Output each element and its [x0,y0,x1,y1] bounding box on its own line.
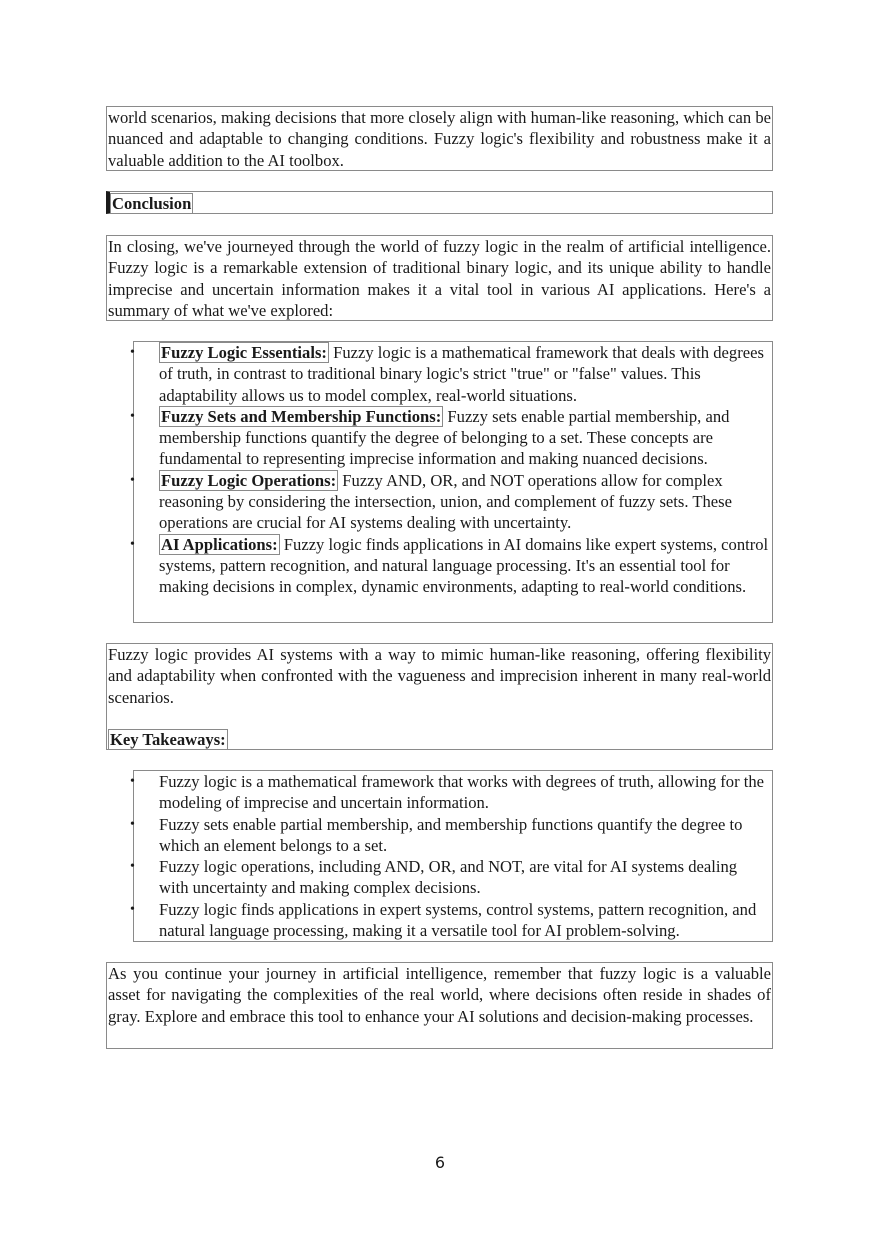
summary-term: Fuzzy Sets and Membership Functions: [161,406,442,426]
bullet-icon: • [130,901,135,917]
page-number: 6 [434,1153,446,1172]
summary-list [130,341,773,623]
bullet-icon: • [130,536,135,552]
bullet-icon: • [130,345,135,360]
summary-text: Fuzzy sets enable partial membership, and membership functions quantify the degree of belonging to a set. These concepts are fundamental to representing imprecise information and making nuanced decisions. [159,406,730,469]
bullet-icon: • [130,408,135,424]
list-item [130,856,772,899]
conclusion-heading-block [106,191,773,214]
list-item [130,771,772,814]
summary-term: Fuzzy Logic Essentials: [161,343,327,362]
key-takeaways-heading: Key Takeaways: [110,729,226,749]
summary-text: Fuzzy logic finds applications in AI domains like expert systems, control systems, pattern recognition, and natural language processing. It's an essential tool for making decisions in complex, dynamic environments, adapting to real-world conditions. [159,534,769,597]
summary-term: AI Applications: [161,534,278,554]
list-item [130,342,772,406]
list-item [130,470,772,534]
summary-term: Fuzzy Logic Operations: [161,470,337,490]
bullet-icon: • [130,472,135,488]
ai-paragraph-block [106,643,773,750]
list-item [130,534,772,598]
takeaway-text: Fuzzy logic finds applications in expert systems, control systems, pattern recognition, and natural language processing, making it a versatile tool for AI problem-solving. [159,899,757,941]
bullet-icon: • [130,774,135,789]
bullet-icon: • [130,816,135,832]
bullet-icon: • [130,859,135,875]
key-takeaways-list [130,770,773,942]
intro-continuation-paragraph: world scenarios, making decisions that more closely align with human-like reasoning, which can be nuanced and adaptable to changing conditions. Fuzzy logic's flexibility and robustness make it a valuable addition to the AI toolbox. [108,108,771,170]
summary-text: Fuzzy AND, OR, and NOT operations allow for complex reasoning by considering the intersection, union, and complement of fuzzy sets. These operations are crucial for AI systems dealing with uncertainty. [159,470,732,533]
list-item [130,814,772,857]
ai-paragraph: Fuzzy logic provides AI systems with a way to mimic human-like reasoning, offering flexibility and adaptability when confronted with the vagueness and imprecision inherent in many real-world scenarios. [108,645,771,707]
final-paragraph: As you continue your journey in artificial intelligence, remember that fuzzy logic is a valuable asset for navigating the complexities of the real world, where decisions often reside in shades of gray. Explore and embrace this tool to enhance your AI solutions and decision-making processes. [106,962,773,1049]
takeaway-text: Fuzzy sets enable partial membership, and membership functions quantify the degree to which an element belongs to a set. [159,814,743,855]
conclusion-opening-paragraph: In closing, we've journeyed through the world of fuzzy logic in the realm of artificial intelligence. Fuzzy logic is a remarkable extension of traditional binary logic, and its unique ability to handle imprecise and uncertain information makes it a vital tool in various AI applications. Here's a summary of what we've explored: [108,237,771,320]
list-item [130,899,772,942]
summary-text: Fuzzy logic is a mathematical framework that deals with degrees of truth, in contrast to traditional binary logic's strict "true" or "false" values. This adaptability allows us to model complex, real-world situations. [159,343,764,405]
takeaway-text: Fuzzy logic is a mathematical framework that works with degrees of truth, allowing for the modeling of imprecise and uncertain information. [159,772,765,813]
takeaway-text: Fuzzy logic operations, including AND, OR, and NOT, are vital for AI systems dealing with uncertainty and making complex decisions. [159,857,738,898]
list-item [130,406,772,470]
conclusion-heading: Conclusion [112,194,192,213]
